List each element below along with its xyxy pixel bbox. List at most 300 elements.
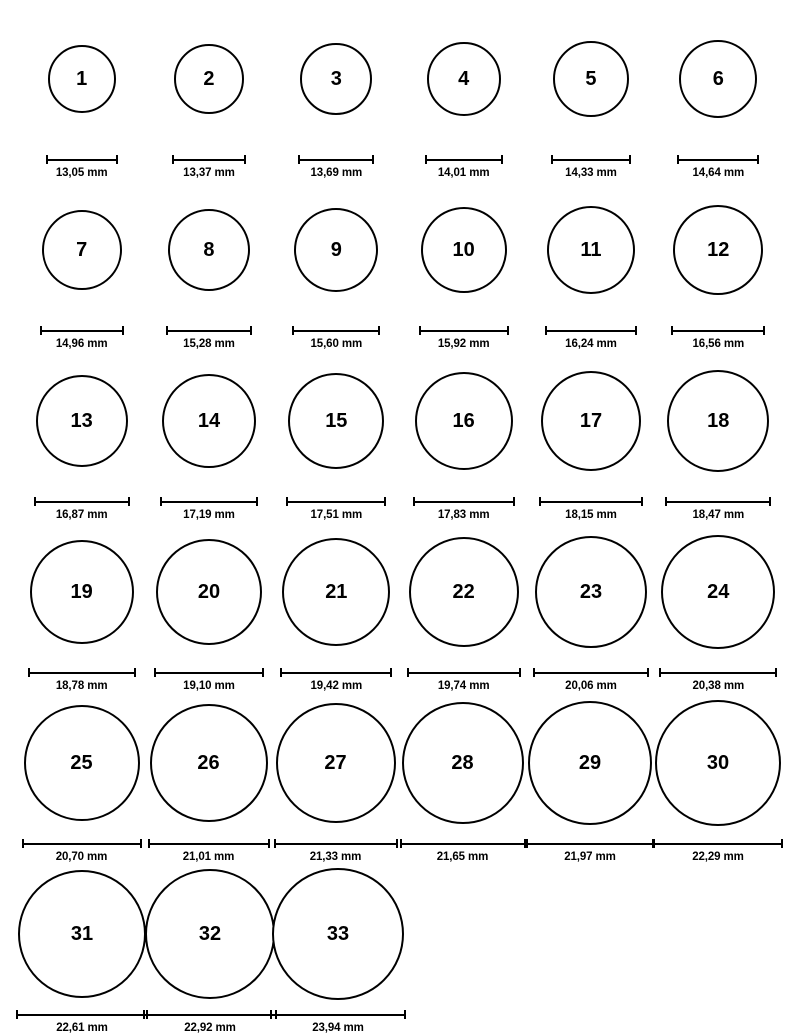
diameter-label: 14,64 mm — [692, 167, 745, 179]
measure-line — [526, 843, 654, 845]
diameter-label: 21,97 mm — [564, 851, 616, 863]
ring-circle-wrap — [667, 350, 769, 492]
size-row — [18, 692, 782, 863]
measure-tick-right — [244, 155, 246, 164]
measure-line — [143, 1014, 277, 1016]
diameter-measure-bar — [154, 668, 264, 677]
ring-circle-wrap — [272, 863, 404, 1005]
diameter-label: 18,78 mm — [55, 680, 108, 692]
diameter-label: 21,65 mm — [436, 851, 489, 863]
measure-line — [286, 501, 386, 503]
measure-tick-right — [250, 326, 252, 335]
ring-circle-wrap — [547, 179, 635, 321]
ring-circle-wrap — [162, 350, 256, 492]
measure-tick-left — [292, 326, 294, 335]
diameter-label: 22,61 mm — [56, 1022, 108, 1034]
measure-tick-left — [34, 497, 36, 506]
ring-size-cell[interactable] — [145, 350, 272, 521]
ring-size-number: 29 — [578, 752, 602, 774]
ring-size-cell[interactable] — [273, 179, 400, 350]
ring-circle — [174, 44, 244, 114]
measure-tick-right — [507, 326, 509, 335]
ring-size-cell[interactable] — [18, 179, 145, 350]
ring-circle-wrap — [655, 692, 781, 834]
measure-tick-left — [419, 326, 421, 335]
diameter-label: 20,06 mm — [565, 680, 617, 692]
diameter-label: 19,74 mm — [437, 680, 490, 692]
measure-line — [274, 843, 398, 845]
ring-circle-wrap — [168, 179, 250, 321]
measure-tick-left — [46, 155, 48, 164]
ring-size-cell[interactable] — [273, 521, 400, 692]
measure-line — [28, 672, 136, 674]
ring-size-number: 23 — [579, 581, 603, 603]
ring-size-number: 10 — [452, 239, 475, 261]
ring-size-number: 13 — [70, 410, 93, 432]
diameter-label: 15,92 mm — [437, 338, 490, 350]
ring-size-number: 32 — [198, 923, 222, 945]
measure-tick-left — [172, 155, 174, 164]
measure-tick-left — [425, 155, 427, 164]
ring-size-cell[interactable] — [400, 8, 527, 179]
ring-circle — [272, 868, 404, 1000]
ring-circle — [421, 207, 507, 293]
measure-line — [533, 672, 649, 674]
ring-size-number: 9 — [330, 239, 342, 261]
measure-line — [665, 501, 771, 503]
ring-circle-wrap — [661, 521, 775, 663]
ring-circle-wrap — [535, 521, 647, 663]
measure-tick-left — [413, 497, 415, 506]
diameter-measure-bar — [545, 326, 637, 335]
ring-circle-wrap — [156, 521, 262, 663]
ring-size-number: 1 — [76, 68, 88, 90]
diameter-label: 14,96 mm — [55, 338, 108, 350]
ring-size-cell[interactable] — [399, 692, 526, 863]
ring-size-number: 5 — [585, 68, 597, 90]
measure-line — [545, 330, 637, 332]
ring-circle-wrap — [18, 863, 146, 1005]
ring-size-number: 30 — [706, 752, 730, 774]
diameter-label: 19,42 mm — [310, 680, 363, 692]
measure-tick-right — [122, 326, 124, 335]
ring-size-cell[interactable] — [400, 179, 527, 350]
diameter-label: 20,38 mm — [692, 680, 745, 692]
measure-line — [172, 159, 246, 161]
measure-tick-right — [641, 497, 643, 506]
measure-tick-right — [128, 497, 130, 506]
ring-size-number: 19 — [70, 581, 93, 603]
ring-circle-wrap — [673, 179, 763, 321]
measure-line — [400, 843, 526, 845]
measure-tick-left — [274, 839, 276, 848]
measure-tick-left — [298, 155, 300, 164]
measure-tick-right — [763, 326, 765, 335]
measure-line — [148, 843, 270, 845]
ring-size-cell[interactable] — [18, 521, 145, 692]
ring-size-number: 15 — [325, 410, 348, 432]
ring-size-number: 33 — [326, 923, 350, 945]
measure-tick-left — [16, 1010, 18, 1019]
measure-tick-left — [533, 668, 535, 677]
ring-size-number: 24 — [707, 581, 730, 603]
measure-line — [160, 501, 258, 503]
ring-circle — [294, 208, 378, 292]
measure-tick-left — [400, 839, 402, 848]
measure-line — [280, 672, 392, 674]
ring-size-number: 6 — [712, 68, 724, 90]
diameter-label: 22,92 mm — [184, 1022, 236, 1034]
diameter-measure-bar — [34, 497, 130, 506]
measure-tick-right — [268, 839, 270, 848]
ring-size-number: 20 — [197, 581, 221, 603]
measure-line — [413, 501, 515, 503]
measure-line — [40, 330, 124, 332]
measure-line — [22, 843, 142, 845]
diameter-measure-bar — [298, 155, 374, 164]
ring-size-cell[interactable] — [145, 8, 272, 179]
ring-circle — [150, 704, 268, 822]
size-row — [18, 521, 782, 692]
ring-size-cell[interactable] — [18, 692, 145, 863]
ring-size-number: 3 — [330, 68, 342, 90]
diameter-label: 13,69 mm — [310, 167, 363, 179]
measure-line — [34, 501, 130, 503]
diameter-measure-bar — [160, 497, 258, 506]
measure-tick-right — [519, 668, 521, 677]
measure-tick-left — [143, 1010, 145, 1019]
ring-circle-wrap — [421, 179, 507, 321]
ring-size-cell[interactable] — [526, 692, 654, 863]
diameter-measure-bar — [413, 497, 515, 506]
ring-size-number: 31 — [70, 923, 94, 945]
measure-tick-right — [629, 155, 631, 164]
diameter-label: 13,05 mm — [55, 167, 108, 179]
diameter-label: 14,33 mm — [565, 167, 617, 179]
diameter-measure-bar — [653, 839, 783, 848]
measure-tick-right — [378, 326, 380, 335]
diameter-label: 23,94 mm — [312, 1022, 364, 1034]
ring-size-cell[interactable] — [146, 863, 274, 1034]
diameter-measure-bar — [286, 497, 386, 506]
diameter-label: 14,01 mm — [437, 167, 490, 179]
ring-circle — [679, 40, 757, 118]
ring-size-number: 16 — [452, 410, 475, 432]
ring-size-number: 12 — [707, 239, 730, 261]
ring-circle — [300, 43, 372, 115]
ring-circle — [288, 373, 384, 469]
measure-tick-left — [665, 497, 667, 506]
measure-line — [407, 672, 521, 674]
measure-line — [425, 159, 503, 161]
ring-circle — [162, 374, 256, 468]
measure-tick-right — [404, 1010, 406, 1019]
measure-line — [551, 159, 631, 161]
ring-size-cell[interactable] — [655, 179, 782, 350]
size-row — [18, 179, 782, 350]
diameter-measure-bar — [665, 497, 771, 506]
measure-tick-right — [781, 839, 783, 848]
measure-line — [671, 330, 765, 332]
measure-line — [16, 1014, 148, 1016]
diameter-label: 21,33 mm — [309, 851, 362, 863]
size-grid — [18, 8, 782, 1034]
ring-circle-wrap — [48, 8, 116, 150]
ring-size-cell[interactable] — [655, 8, 782, 179]
measure-line — [46, 159, 118, 161]
measure-tick-right — [256, 497, 258, 506]
ring-circle-wrap — [36, 350, 128, 492]
ring-circle-wrap — [276, 692, 396, 834]
diameter-measure-bar — [270, 1010, 406, 1019]
diameter-measure-bar — [28, 668, 136, 677]
ring-circle — [661, 535, 775, 649]
ring-size-number: 17 — [579, 410, 603, 432]
ring-size-cell[interactable] — [18, 350, 145, 521]
measure-tick-left — [659, 668, 661, 677]
ring-circle — [18, 870, 146, 998]
diameter-measure-bar — [677, 155, 759, 164]
diameter-measure-bar — [292, 326, 380, 335]
measure-line — [539, 501, 643, 503]
measure-tick-right — [775, 668, 777, 677]
diameter-measure-bar — [16, 1010, 148, 1019]
ring-circle-wrap — [541, 350, 641, 492]
ring-circle-wrap — [30, 521, 134, 663]
ring-circle-wrap — [402, 692, 524, 834]
diameter-label: 16,56 mm — [692, 338, 745, 350]
measure-tick-right — [140, 839, 142, 848]
ring-circle — [541, 371, 641, 471]
ring-circle-wrap — [42, 179, 122, 321]
diameter-measure-bar — [22, 839, 142, 848]
measure-tick-right — [384, 497, 386, 506]
measure-tick-right — [501, 155, 503, 164]
measure-tick-right — [757, 155, 759, 164]
ring-circle-wrap — [282, 521, 390, 663]
diameter-label: 15,60 mm — [310, 338, 363, 350]
measure-tick-left — [286, 497, 288, 506]
diameter-measure-bar — [172, 155, 246, 164]
ring-circle-wrap — [288, 350, 384, 492]
diameter-measure-bar — [46, 155, 118, 164]
measure-line — [292, 330, 380, 332]
measure-line — [154, 672, 264, 674]
measure-tick-right — [647, 668, 649, 677]
measure-tick-right — [769, 497, 771, 506]
diameter-label: 20,70 mm — [55, 851, 108, 863]
diameter-measure-bar — [148, 839, 270, 848]
measure-tick-right — [372, 155, 374, 164]
ring-circle — [156, 539, 262, 645]
size-row — [18, 8, 782, 179]
diameter-measure-bar — [419, 326, 509, 335]
ring-circle — [48, 45, 116, 113]
measure-tick-right — [635, 326, 637, 335]
ring-circle-wrap — [24, 692, 140, 834]
ring-size-cell[interactable] — [400, 521, 527, 692]
diameter-measure-bar — [280, 668, 392, 677]
measure-tick-right — [262, 668, 264, 677]
ring-size-number: 25 — [70, 752, 93, 774]
ring-circle-wrap — [409, 521, 519, 663]
measure-tick-right — [513, 497, 515, 506]
ring-size-cell[interactable] — [527, 8, 654, 179]
ring-size-cell[interactable] — [18, 863, 146, 1034]
measure-tick-left — [653, 839, 655, 848]
ring-size-number: 28 — [451, 752, 474, 774]
ring-size-cell[interactable] — [273, 8, 400, 179]
ring-circle — [36, 375, 128, 467]
diameter-label: 22,29 mm — [692, 851, 744, 863]
measure-tick-left — [22, 839, 24, 848]
diameter-measure-bar — [143, 1010, 277, 1019]
measure-tick-left — [539, 497, 541, 506]
ring-size-cell[interactable] — [400, 350, 527, 521]
ring-size-number: 8 — [203, 239, 215, 261]
ring-circle — [145, 869, 275, 999]
ring-circle-wrap — [553, 8, 629, 150]
ring-circle — [528, 701, 652, 825]
ring-size-cell[interactable] — [274, 863, 402, 1034]
ring-size-cell[interactable] — [145, 521, 272, 692]
diameter-measure-bar — [533, 668, 649, 677]
ring-circle — [655, 700, 781, 826]
diameter-label: 17,83 mm — [437, 509, 490, 521]
measure-tick-left — [160, 497, 162, 506]
ring-circle — [409, 537, 519, 647]
ring-size-number: 2 — [203, 68, 215, 90]
ring-circle — [427, 42, 501, 116]
ring-circle — [30, 540, 134, 644]
measure-line — [677, 159, 759, 161]
diameter-label: 17,51 mm — [310, 509, 363, 521]
ring-size-number: 27 — [324, 752, 347, 774]
measure-tick-left — [148, 839, 150, 848]
ring-circle — [667, 370, 769, 472]
diameter-label: 16,87 mm — [55, 509, 108, 521]
ring-size-number: 11 — [580, 239, 602, 261]
ring-circle-wrap — [150, 692, 268, 834]
ring-circle — [168, 209, 250, 291]
diameter-label: 17,19 mm — [183, 509, 235, 521]
ring-size-number: 26 — [197, 752, 220, 774]
diameter-measure-bar — [400, 839, 526, 848]
diameter-label: 16,24 mm — [565, 338, 617, 350]
measure-line — [298, 159, 374, 161]
measure-line — [166, 330, 252, 332]
ring-circle-wrap — [145, 863, 275, 1005]
ring-size-number: 21 — [325, 581, 348, 603]
measure-tick-left — [551, 155, 553, 164]
measure-tick-left — [526, 839, 528, 848]
ring-size-number: 22 — [452, 581, 475, 603]
ring-size-cell[interactable] — [655, 350, 782, 521]
ring-circle — [24, 705, 140, 821]
ring-circle-wrap — [427, 8, 501, 150]
ring-size-cell[interactable] — [145, 692, 272, 863]
ring-size-cell[interactable] — [272, 692, 399, 863]
ring-circle — [547, 206, 635, 294]
ring-size-number: 18 — [707, 410, 730, 432]
measure-tick-left — [677, 155, 679, 164]
diameter-measure-bar — [425, 155, 503, 164]
size-row — [18, 863, 782, 1034]
diameter-label: 18,47 mm — [692, 509, 745, 521]
diameter-label: 13,37 mm — [183, 167, 235, 179]
measure-tick-left — [166, 326, 168, 335]
ring-size-cell[interactable] — [655, 521, 782, 692]
size-row — [18, 350, 782, 521]
ring-circle — [535, 536, 647, 648]
diameter-label: 18,15 mm — [565, 509, 617, 521]
ring-size-cell[interactable] — [273, 350, 400, 521]
ring-circle — [282, 538, 390, 646]
ring-circle — [415, 372, 513, 470]
measure-tick-left — [40, 326, 42, 335]
measure-line — [653, 843, 783, 845]
ring-size-cell[interactable] — [145, 179, 272, 350]
measure-line — [270, 1014, 406, 1016]
ring-circle — [553, 41, 629, 117]
ring-circle-wrap — [528, 692, 652, 834]
measure-line — [419, 330, 509, 332]
ring-size-cell[interactable] — [527, 350, 654, 521]
diameter-measure-bar — [659, 668, 777, 677]
measure-tick-right — [116, 155, 118, 164]
ring-circle-wrap — [300, 8, 372, 150]
measure-tick-left — [270, 1010, 272, 1019]
ring-size-cell[interactable] — [18, 8, 145, 179]
diameter-measure-bar — [526, 839, 654, 848]
measure-tick-right — [134, 668, 136, 677]
ring-circle-wrap — [174, 8, 244, 150]
diameter-measure-bar — [551, 155, 631, 164]
measure-tick-left — [671, 326, 673, 335]
measure-tick-right — [390, 668, 392, 677]
diameter-measure-bar — [407, 668, 521, 677]
measure-tick-left — [545, 326, 547, 335]
ring-circle — [402, 702, 524, 824]
measure-tick-left — [28, 668, 30, 677]
ring-circle — [276, 703, 396, 823]
measure-tick-left — [154, 668, 156, 677]
diameter-measure-bar — [274, 839, 398, 848]
ring-size-number: 4 — [458, 68, 470, 90]
diameter-measure-bar — [671, 326, 765, 335]
ring-circle — [42, 210, 122, 290]
measure-tick-left — [407, 668, 409, 677]
diameter-measure-bar — [40, 326, 124, 335]
ring-size-cell[interactable] — [527, 521, 654, 692]
diameter-label: 21,01 mm — [182, 851, 235, 863]
ring-circle-wrap — [294, 179, 378, 321]
diameter-label: 19,10 mm — [183, 680, 235, 692]
measure-tick-right — [396, 839, 398, 848]
diameter-measure-bar — [166, 326, 252, 335]
measure-tick-left — [280, 668, 282, 677]
ring-circle-wrap — [679, 8, 757, 150]
diameter-label: 15,28 mm — [183, 338, 235, 350]
ring-circle — [673, 205, 763, 295]
ring-circle-wrap — [415, 350, 513, 492]
ring-size-number: 14 — [197, 410, 221, 432]
ring-size-cell[interactable] — [654, 692, 782, 863]
measure-line — [659, 672, 777, 674]
diameter-measure-bar — [539, 497, 643, 506]
ring-size-number: 7 — [76, 239, 88, 261]
ring-size-cell[interactable] — [527, 179, 654, 350]
